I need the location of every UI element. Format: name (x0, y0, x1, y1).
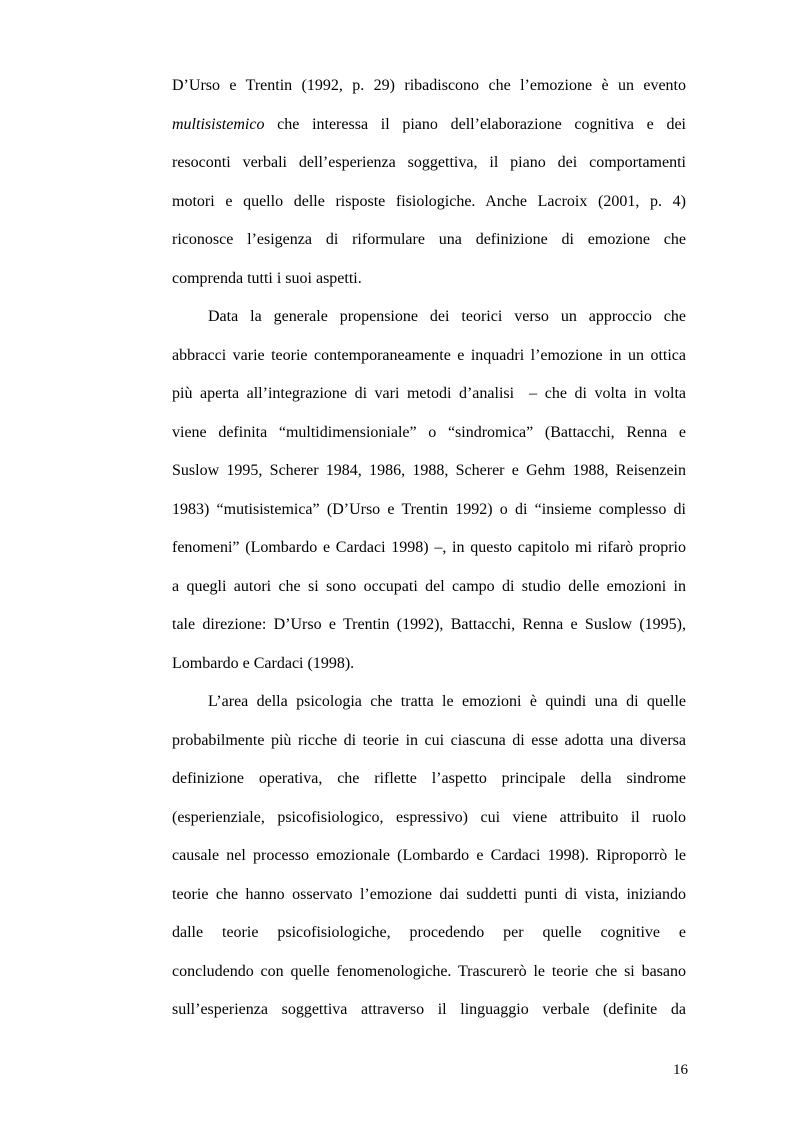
body-text (172, 71, 686, 1034)
text-line: più aperta all’integrazione di vari metodi d’analisi – che di volta in volta (172, 385, 686, 402)
text-line: definizione operativa, che riflette l’aspetto principale della sindrome (172, 770, 686, 787)
text-line: abbracci varie teorie contemporaneamente e inquadri l’emozione in un ottica (172, 346, 686, 364)
text-line: riconosce l’esigenza di riformulare una definizione di emozione che (172, 231, 686, 248)
text-line: causale nel processo emozionale (Lombardo e Cardaci 1998). Riproporrò le (172, 847, 686, 864)
text-line: fenomeni” (Lombardo e Cardaci 1998) –, in questo capitolo mi rifarò proprio (172, 539, 686, 556)
text-line: D’Urso e Trentin (1992, p. 29) ribadiscono che l’emozione è un evento (172, 77, 686, 94)
text-line: Data la generale propensione dei teorici verso un approccio che (208, 308, 686, 325)
text-line: multisistemico che interessa il piano dell’elaborazione cognitiva e dei (172, 115, 686, 133)
text-line: sull’esperienza soggettiva attraverso il linguaggio verbale (definite da (172, 1001, 686, 1018)
text-line: a quegli autori che si sono occupati del campo di studio delle emozioni in (172, 577, 686, 595)
text-line: (esperienziale, psicofisiologico, espressivo) cui viene attribuito il ruolo (172, 808, 686, 826)
text-line: dalle teorie psicofisiologiche, procedendo per quelle cognitive e (172, 924, 686, 941)
text-line: Suslow 1995, Scherer 1984, 1986, 1988, Scherer e Gehm 1988, Reisenzein (172, 462, 686, 479)
italic-term: multisistemico (172, 115, 265, 133)
text-line: L’area della psicologia che tratta le emozioni è quindi una di quelle (208, 693, 686, 710)
page-number: 16 (673, 1062, 688, 1078)
text-line: teorie che hanno osservato l’emozione dai suddetti punti di vista, iniziando (172, 885, 686, 903)
text-line: 1983) “mutisistemica” (D’Urso e Trentin 1992) o di “insieme complesso di (172, 500, 686, 518)
text-line: comprenda tutti i suoi aspetti. (172, 269, 362, 287)
text-line: viene definita “multidimensioniale” o “sindromica” (Battacchi, Renna e (172, 423, 686, 441)
text-line: Lombardo e Cardaci (1998). (172, 654, 355, 672)
text-line: motori e quello delle risposte fisiologiche. Anche Lacroix (2001, p. 4) (172, 192, 686, 210)
text-line: resoconti verbali dell’esperienza soggettiva, il piano dei comportamenti (172, 154, 686, 171)
text-line: probabilmente più ricche di teorie in cui ciascuna di esse adotta una diversa (172, 731, 686, 749)
text-line: concludendo con quelle fenomenologiche. Trascurerò le teorie che si basano (172, 962, 686, 980)
text-line: tale direzione: D’Urso e Trentin (1992), Battacchi, Renna e Suslow (1995), (172, 616, 686, 633)
